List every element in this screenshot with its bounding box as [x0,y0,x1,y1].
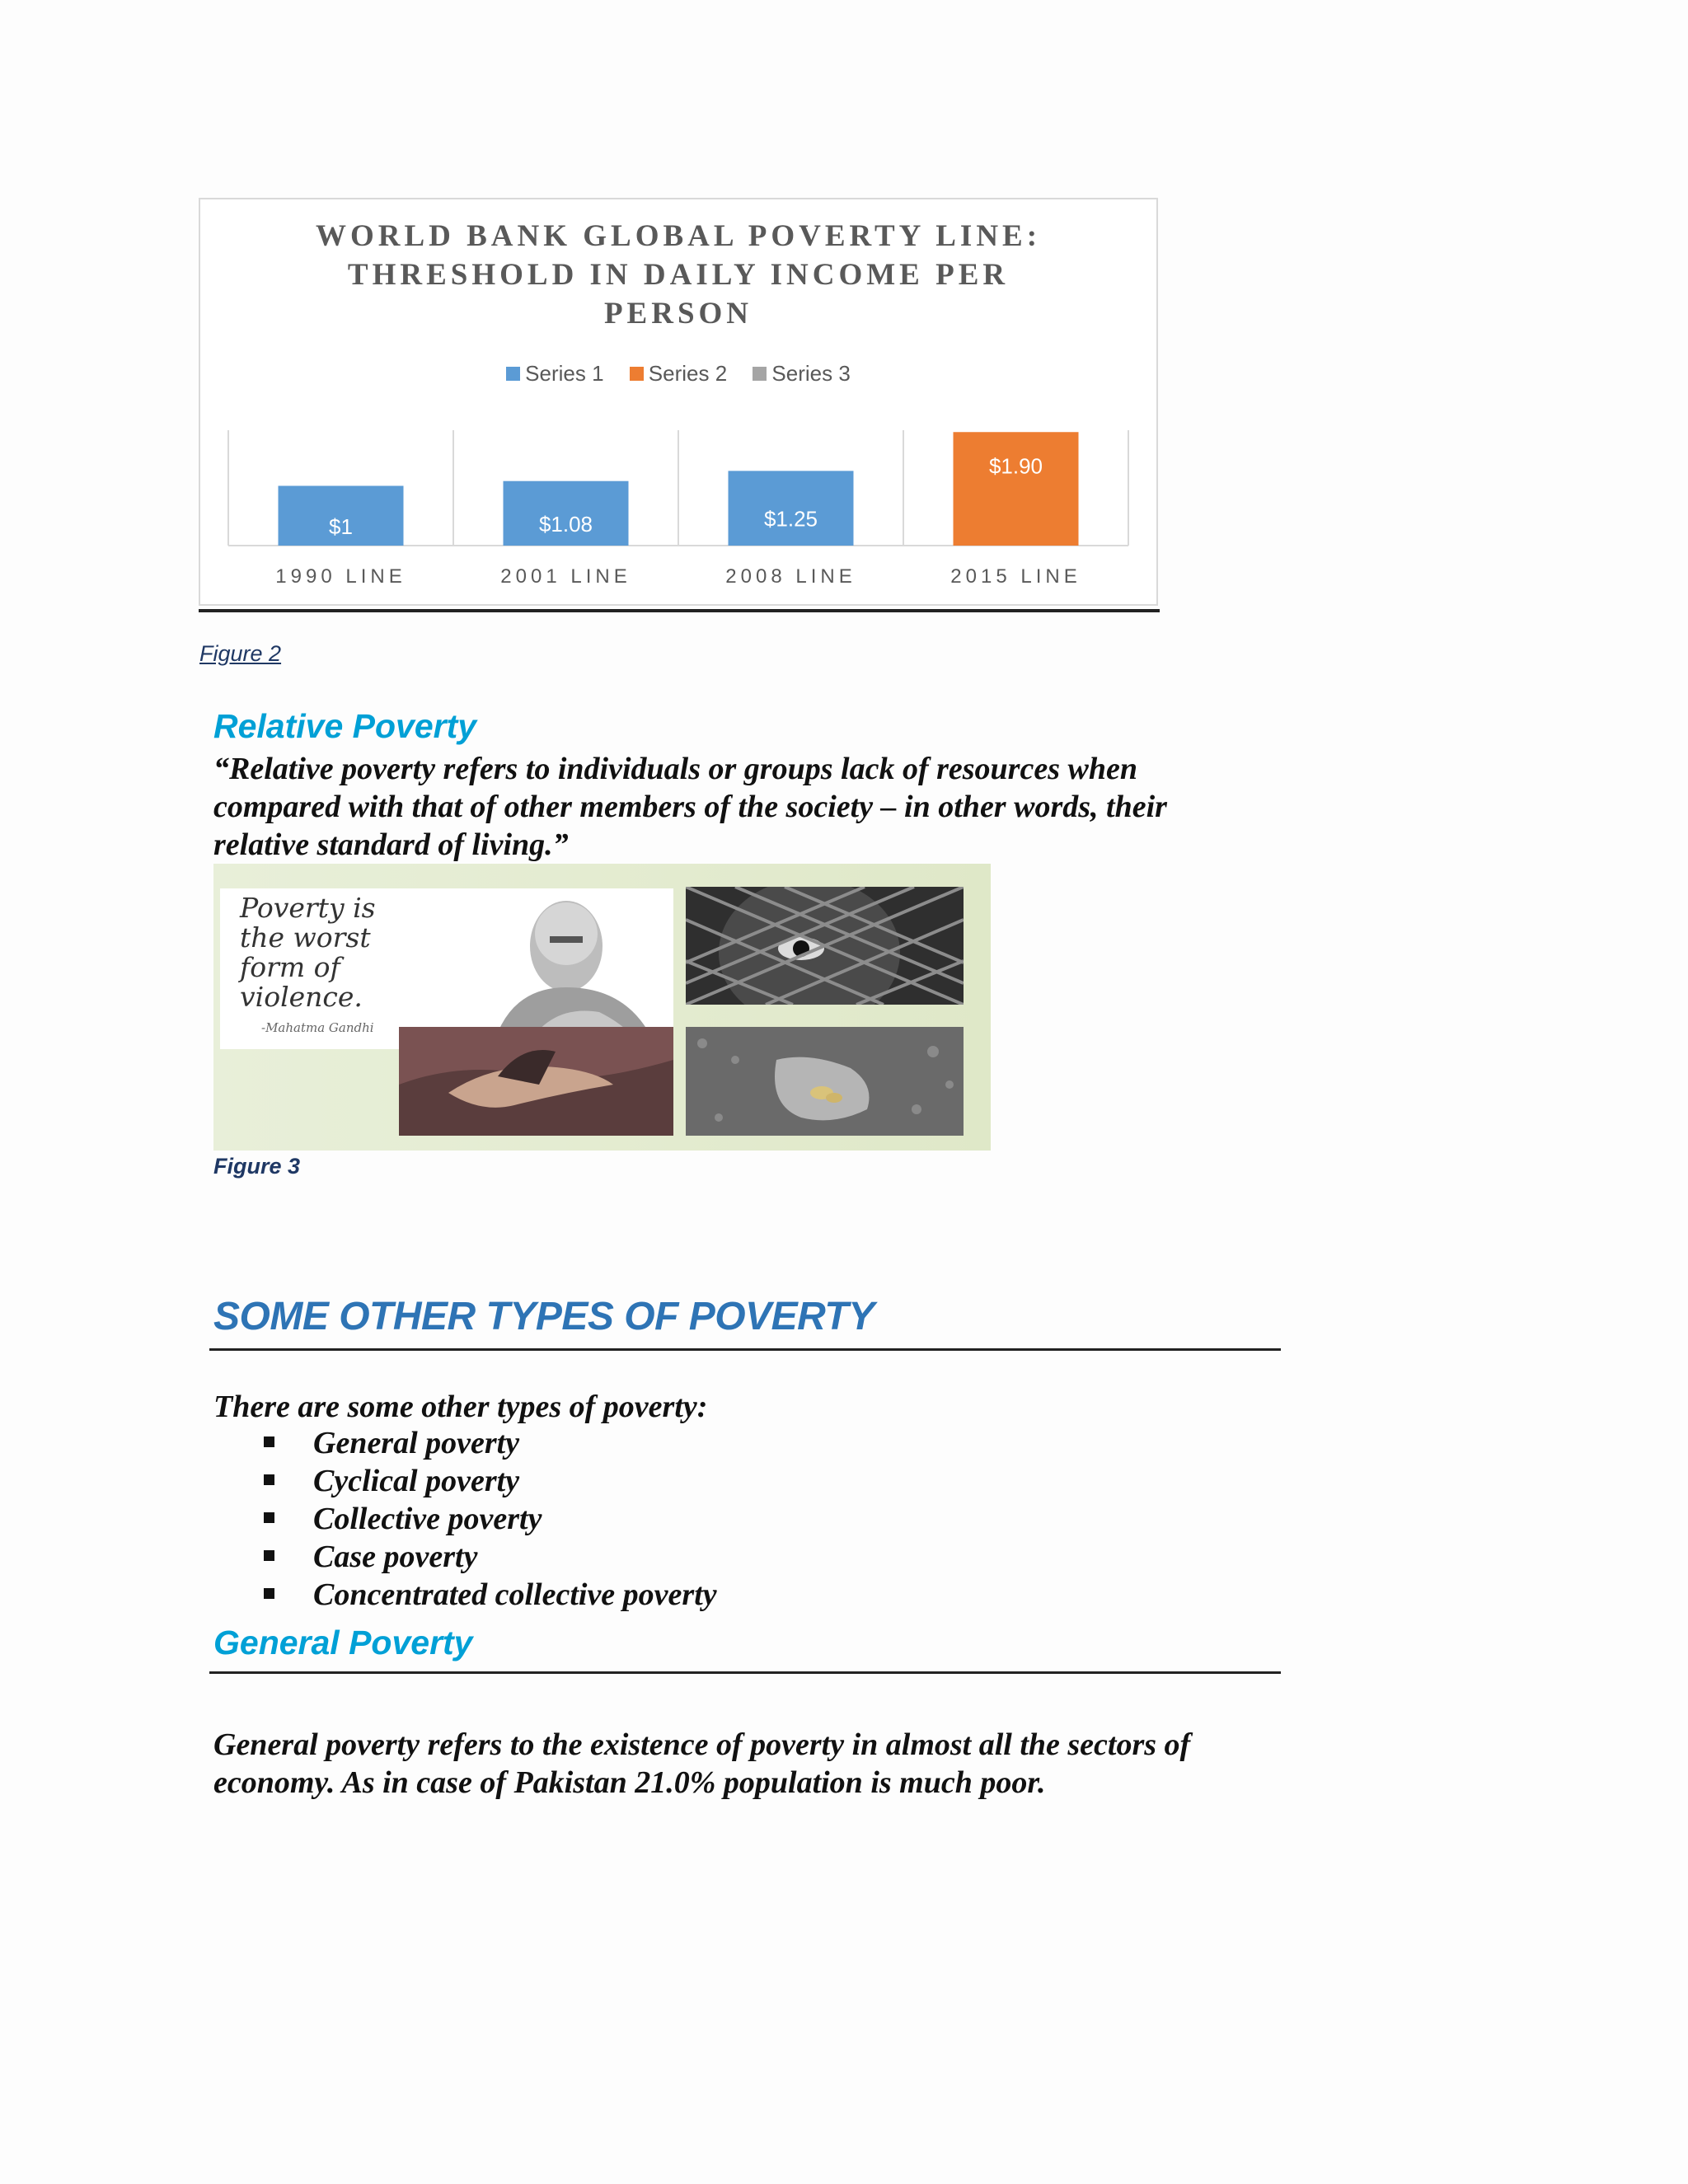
reaching-hands-photo [399,1027,673,1136]
collage-quote-line: the worst [240,921,371,954]
data-label: $1.08 [538,511,593,537]
data-label: $1 [329,513,353,539]
x-tick-label: 1990 LINE [275,565,406,588]
legend-swatch [506,367,520,381]
fence-illustration [686,887,964,1005]
legend-item-series-1 [506,361,603,387]
square-bullet-icon [264,1436,274,1447]
chart-title-line: WORLD BANK GLOBAL POVERTY LINE: [315,219,1042,253]
portrait-illustration [476,888,673,1049]
list-item [264,1424,717,1462]
quote-line: relative standard of living.” [213,827,569,862]
hands-illustration [399,1027,673,1136]
x-tick-label: 2008 LINE [725,565,856,588]
quote-line: “Relative poverty refers to individuals or groups lack of resources when [213,752,1137,786]
gandhi-portrait-photo [476,888,673,1049]
legend-label: Series 2 [648,361,728,386]
fence-child-photo [686,887,964,1005]
x-tick-label: 2001 LINE [500,565,631,588]
collage-quote-line: violence. [240,981,363,1013]
gandhi-quote-panel [220,888,484,1049]
paragraph-line: economy. As in case of Pakistan 21.0% population is much poor. [213,1765,1046,1800]
square-bullet-icon [264,1512,274,1523]
legend-swatch [753,367,767,381]
list-item-label: Collective poverty [313,1502,542,1536]
list-item [264,1576,717,1614]
collage-quote-line: form of [240,951,340,983]
paragraph-line: General poverty refers to the existence of poverty in almost all the sectors of [213,1727,1191,1762]
legend-item-series-3 [753,361,850,387]
heading-rule [209,1671,1281,1674]
data-label: $1.90 [988,453,1043,479]
poverty-types-list [264,1424,717,1614]
legend-label: Series 3 [771,361,851,386]
legend-label: Series 1 [525,361,604,386]
chart-title-line: THRESHOLD IN DAILY INCOME PER [347,258,1010,292]
other-types-heading: SOME OTHER TYPES OF POVERTY [213,1295,874,1338]
list-item [264,1462,717,1500]
list-item-label: General poverty [313,1426,520,1460]
other-types-intro: There are some other types of poverty: [213,1390,708,1424]
square-bullet-icon [264,1588,274,1599]
chart-underline [199,609,1160,612]
list-item [264,1500,717,1538]
legend-swatch [630,367,644,381]
list-item-label: Case poverty [313,1540,478,1574]
square-bullet-icon [264,1550,274,1561]
legend-item-series-2 [630,361,727,387]
square-bullet-icon [264,1474,274,1485]
heading-rule [209,1348,1281,1351]
relative-poverty-heading: Relative Poverty [213,707,477,745]
figure-3-caption: Figure 3 [213,1154,301,1179]
list-item-label: Cyclical poverty [313,1464,520,1498]
chart-legend [199,361,1158,387]
general-poverty-text [213,1726,1318,1802]
figure-2-caption: Figure 2 [199,641,282,666]
list-item-label: Concentrated collective poverty [313,1577,717,1612]
chart-plot [199,412,1158,593]
list-item [264,1538,717,1576]
quote-line: compared with that of other members of the society – in other words, their [213,790,1167,824]
data-label: $1.25 [763,506,818,532]
chart-title-line: PERSON [603,297,753,330]
relative-poverty-quote [213,750,1285,864]
poverty-collage-image [213,864,991,1151]
begging-hands-photo [686,1027,964,1136]
general-poverty-heading: General Poverty [213,1624,473,1661]
x-tick-label: 2015 LINE [950,565,1081,588]
collage-attribution: -Mahatma Gandhi [261,1020,374,1035]
coins-illustration [686,1027,964,1136]
chart-bar [954,432,1079,546]
collage-quote-line: Poverty is [240,892,376,924]
chart-title [199,217,1158,333]
